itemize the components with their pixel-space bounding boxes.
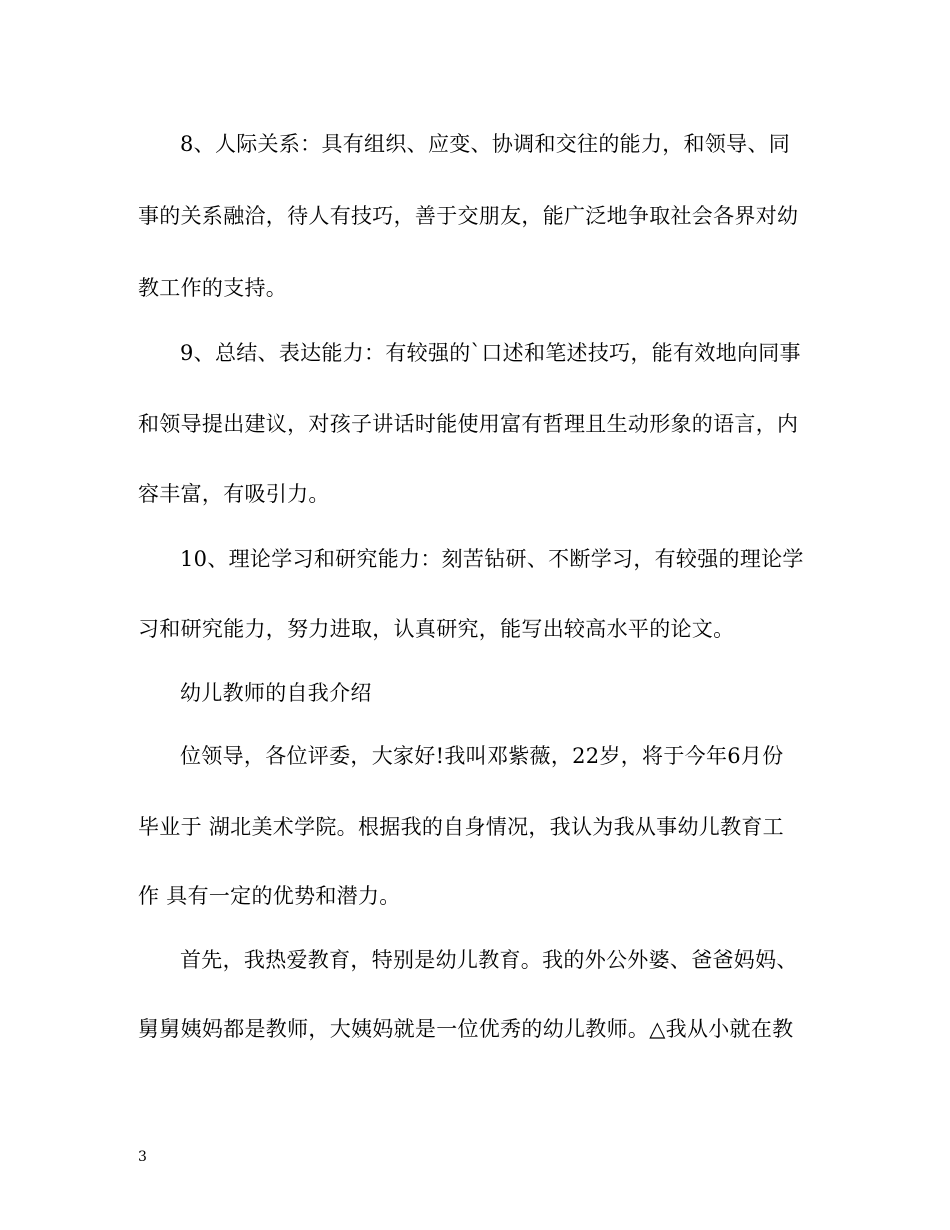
first-paragraph-line-2: 舅舅姨妈都是教师，大姨妈就是一位优秀的幼儿教师。△我从小就在教	[138, 1017, 794, 1041]
paragraph-9-line-3: 容丰富，有吸引力。	[138, 482, 330, 506]
paragraph-10-line-1: 10、理论学习和研究能力：刻苦钻研、不断学习，有较强的理论学	[180, 547, 804, 571]
paragraph-8-line-3: 教工作的支持。	[138, 276, 288, 300]
intro-paragraph-line-3: 作 具有一定的优势和潜力。	[138, 884, 401, 908]
intro-paragraph-line-2: 毕业于 湖北美术学院。根据我的自身情况，我认为我从事幼儿教育工	[138, 815, 784, 839]
paragraph-8-line-1: 8、人际关系：具有组织、应变、协调和交往的能力，和领导、同	[180, 132, 791, 156]
first-paragraph-line-1: 首先，我热爱教育，特别是幼儿教育。我的外公外婆、爸爸妈妈、	[180, 948, 798, 972]
paragraph-10-line-2: 习和研究能力，努力进取，认真研究，能写出较高水平的论文。	[138, 617, 735, 641]
intro-paragraph-line-1: 位领导，各位评委，大家好!我叫邓紫薇，22岁，将于今年6月份	[180, 744, 784, 768]
paragraph-9-line-1: 9、总结、表达能力：有较强的`口述和笔述技巧，能有效地向同事	[180, 341, 801, 365]
paragraph-8-line-2: 事的关系融洽，待人有技巧，善于交朋友，能广泛地争取社会各界对幼	[138, 204, 799, 228]
paragraph-9-line-2: 和领导提出建议，对孩子讲话时能使用富有哲理且生动形象的语言，内	[138, 412, 799, 436]
section-heading: 幼儿教师的自我介绍	[180, 681, 372, 705]
page-number: 3	[138, 1149, 147, 1165]
